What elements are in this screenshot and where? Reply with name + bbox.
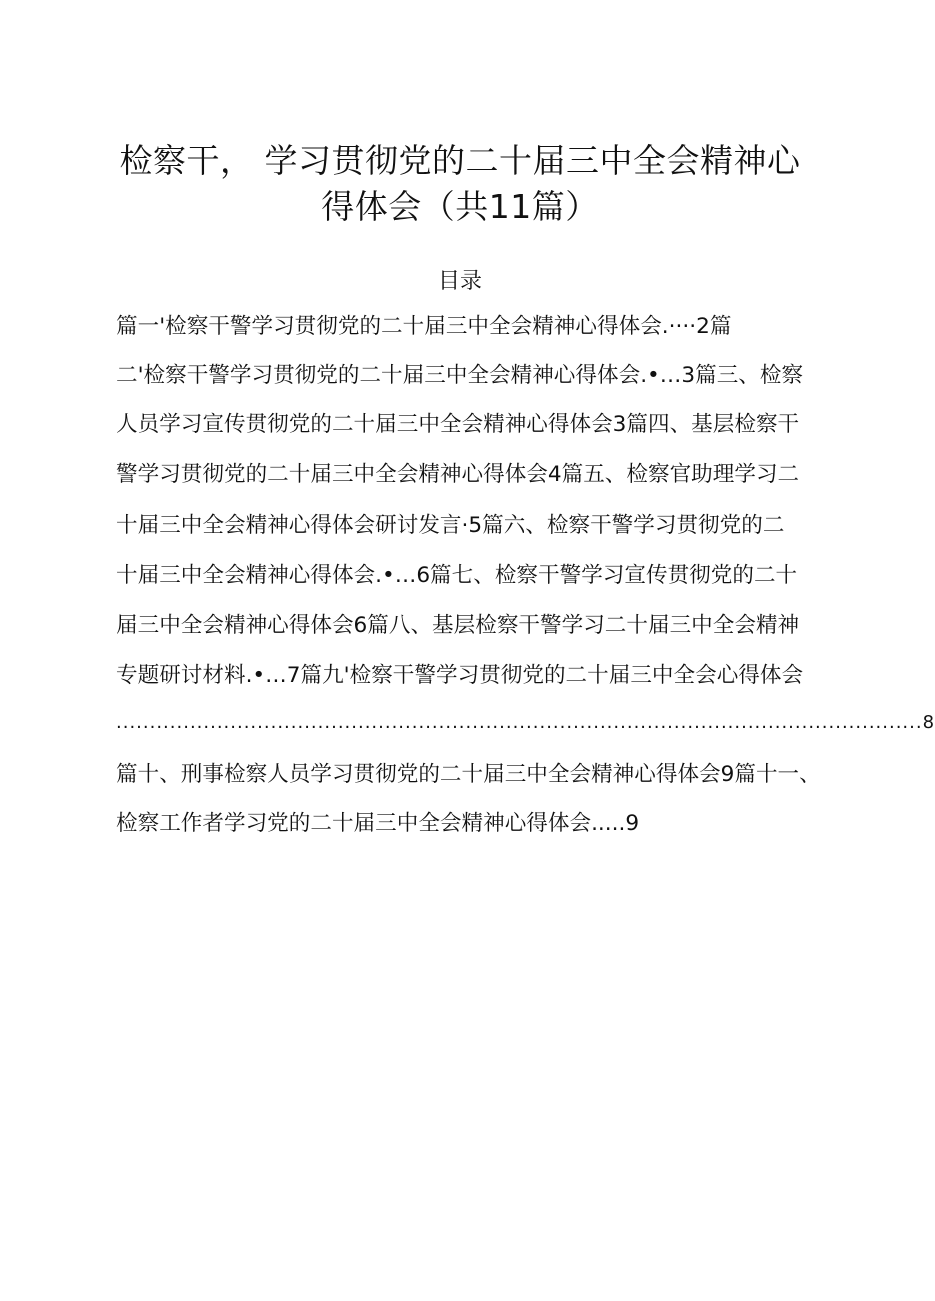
- toc-line: 十届三中全会精神心得体会研讨发言·5篇六、检察干警学习贯彻党的二: [116, 513, 785, 538]
- toc-line: 二'检察干警学习贯彻党的二十届三中全会精神心得体会.•…3篇三、检察: [116, 363, 804, 388]
- toc-line: 专题研讨材料.•…7篇九'检察干警学习贯彻党的二十届三中全会心得体会: [116, 663, 804, 688]
- toc-line: 十届三中全会精神心得体会.•…6篇七、检察干警学习宣传贯彻党的二十: [116, 563, 798, 588]
- document-title-line-2: 得体会（共11篇）: [321, 187, 599, 226]
- toc-line: 人员学习宣传贯彻党的二十届三中全会精神心得体会3篇四、基层检察干: [116, 412, 800, 437]
- toc-line: 篇一'检察干警学习贯彻党的二十届三中全会精神心得体会.····2篇: [116, 314, 732, 339]
- toc-line: 警学习贯彻党的二十届三中全会精神心得体会4篇五、检察官助理学习二: [116, 462, 800, 487]
- toc-leader-line: ........................................................................................................................8: [116, 712, 935, 733]
- toc-line: 篇十、刑事检察人员学习贯彻党的二十届三中全会精神心得体会9篇十一、: [116, 762, 821, 787]
- document-title-line-1: 检察干， 学习贯彻党的二十届三中全会精神心: [119, 141, 801, 180]
- toc-heading: 目录: [437, 269, 482, 294]
- toc-line: 届三中全会精神心得体会6篇八、基层检察干警学习二十届三中全会精神: [116, 613, 800, 638]
- toc-line: 检察工作者学习党的二十届三中全会精神心得体会.....9: [116, 811, 640, 836]
